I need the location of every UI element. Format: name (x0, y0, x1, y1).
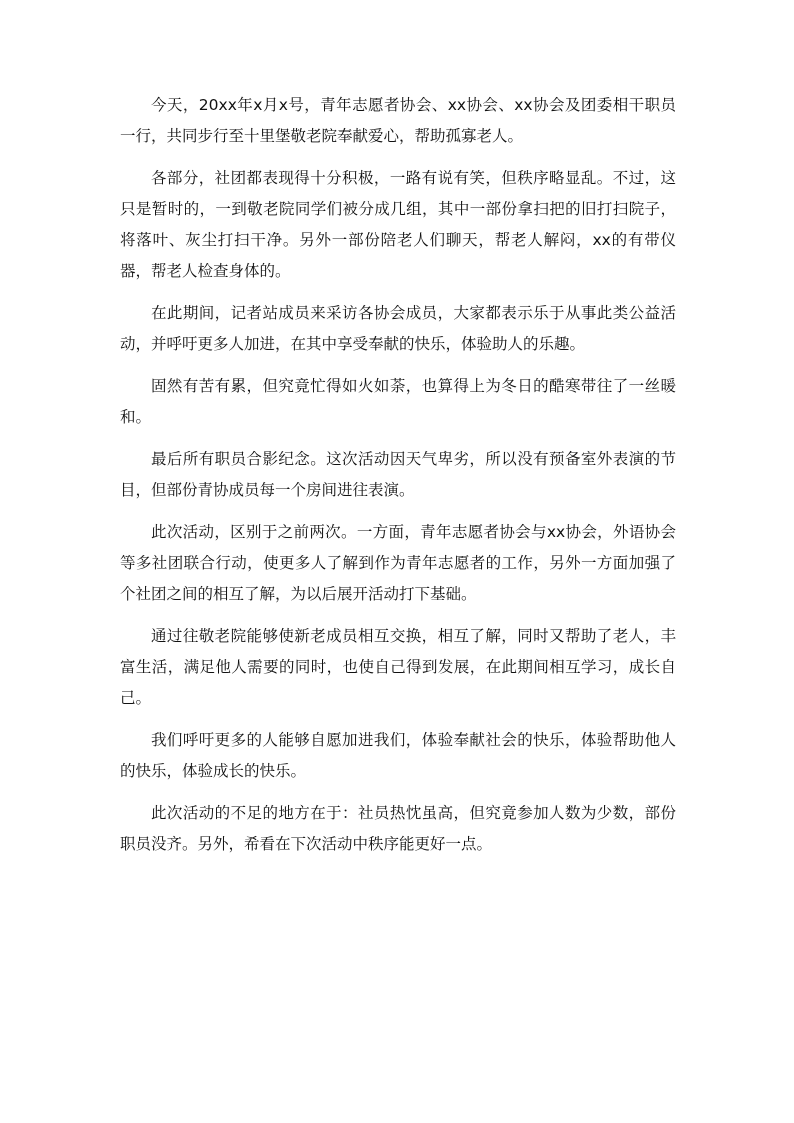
paragraph-1: 今天，20xx年x月x号，青年志愿者协会、xx协会、xx协会及团委相干职员一行，共同步行至十里堡敬老院奉献爱心，帮助孤寡老人。 (120, 96, 676, 145)
paragraph-7: 通过往敬老院能够使新老成员相互交换，相互了解，同时又帮助了老人，丰富生活，满足他人需要的同时，也使自己得到发展，在此期间相互学习，成长自己。 (120, 627, 676, 707)
paragraph-5: 最后所有职员合影纪念。这次活动因天气卑劣，所以没有预备室外表演的节目，但部份青协成员每一个房间进往表演。 (120, 450, 676, 499)
document-body (120, 90, 676, 871)
paragraph-3: 在此期间，记者站成员来采访各协会成员，大家都表示乐于从事此类公益活动，并呼吁更多人加进，在其中享受奉献的快乐，体验助人的乐趣。 (120, 304, 676, 353)
paragraph-9: 此次活动的不足的地方在于：社员热忱虽高，但究竟参加人数为少数，部份职员没齐。另外，希看在下次活动中秩序能更好一点。 (120, 804, 676, 853)
paragraph-2: 各部分，社团都表现得十分积极，一路有说有笑，但秩序略显乱。不过，这只是暂时的，一到敬老院同学们被分成几组，其中一部份拿扫把的旧打扫院子，将落叶、灰尘打扫干净。另外一部份陪老人们聊天，帮老人解闷，xx的有带仪器，帮老人检查身体的。 (120, 169, 676, 280)
paragraph-4: 固然有苦有累，但究竟忙得如火如荼，也算得上为冬日的酷寒带往了一丝暖和。 (120, 377, 676, 426)
paragraph-6: 此次活动，区别于之前两次。一方面，青年志愿者协会与xx协会，外语协会等多社团联合行动，使更多人了解到作为青年志愿者的工作，另外一方面加强了个社团之间的相互了解，为以后展开活动打下基础。 (120, 523, 676, 603)
paragraph-8: 我们呼吁更多的人能够自愿加进我们，体验奉献社会的快乐，体验帮助他人的快乐，体验成长的快乐。 (120, 731, 676, 780)
